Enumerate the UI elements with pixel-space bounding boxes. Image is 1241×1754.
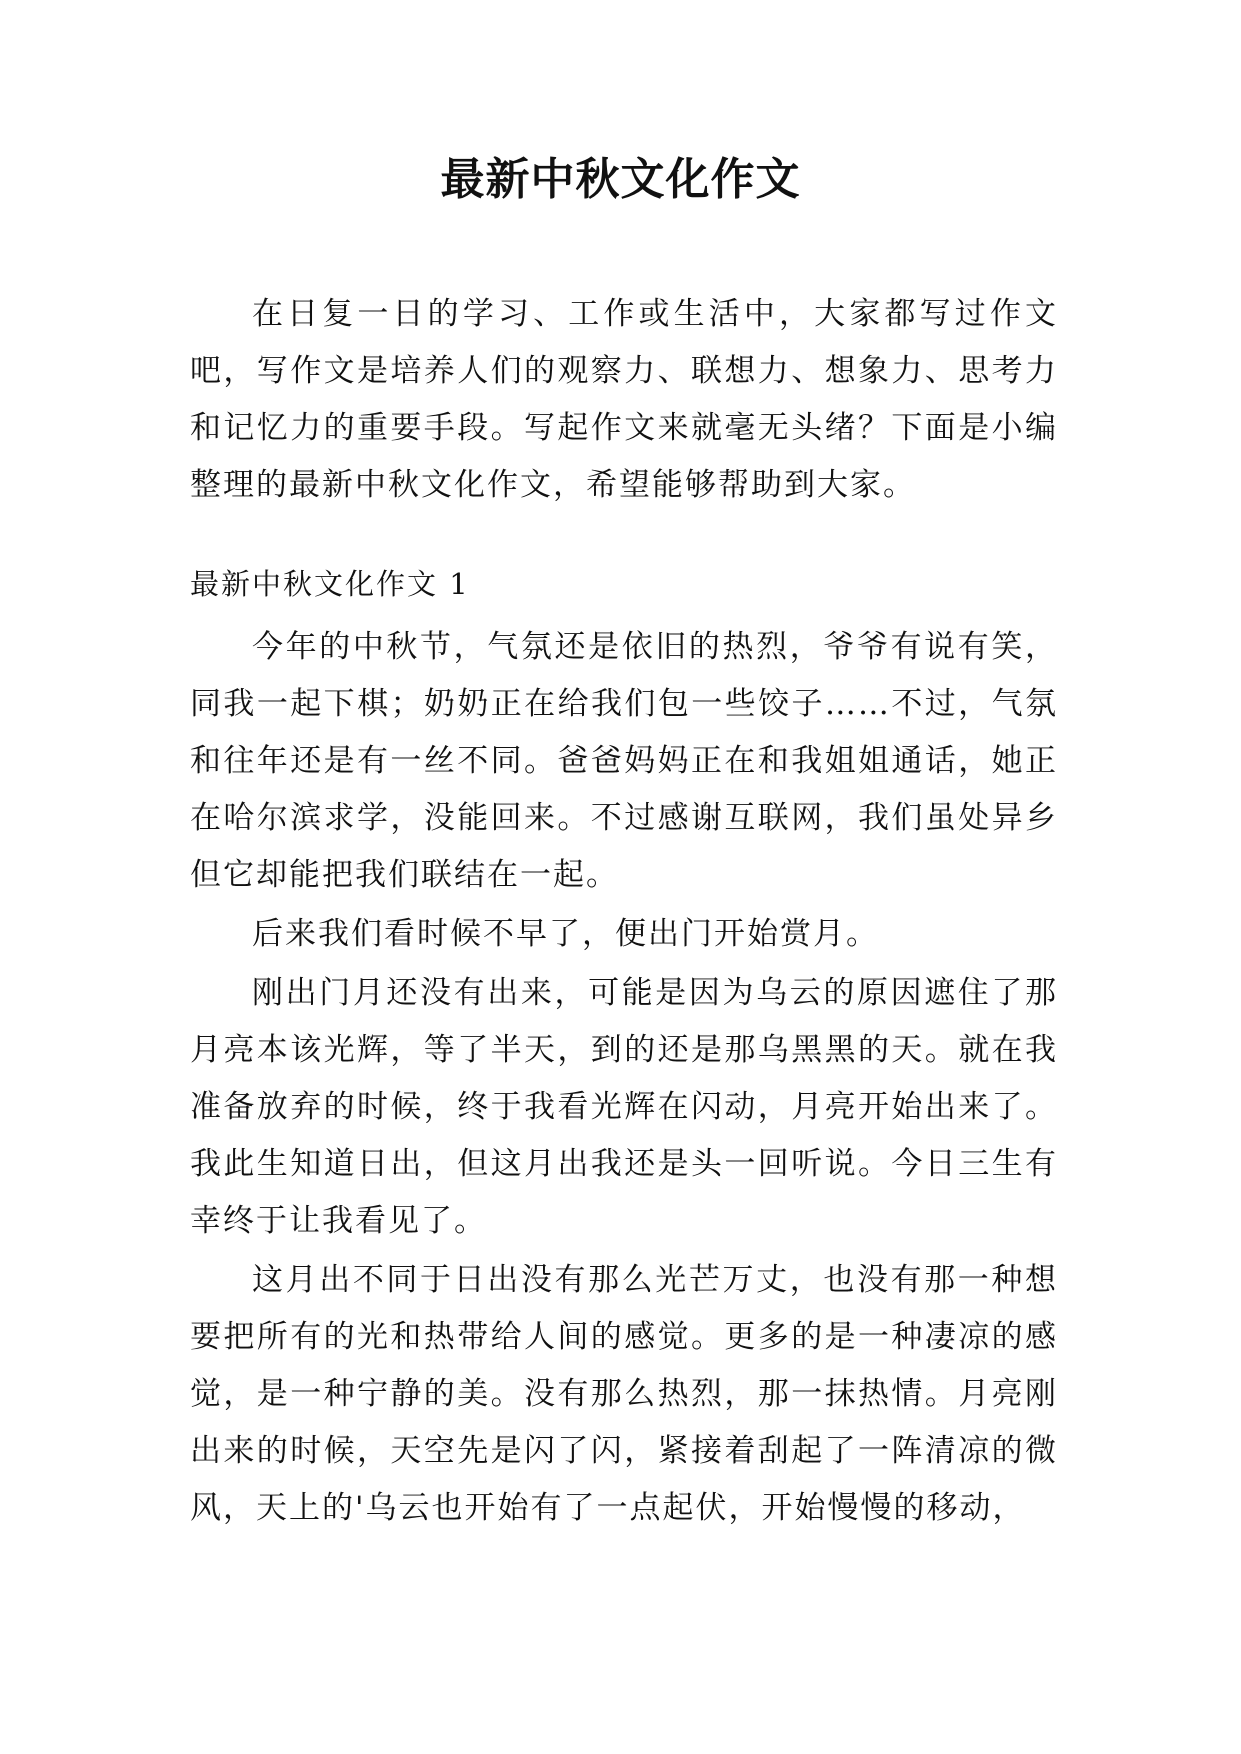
- body-paragraph-4: 这月出不同于日出没有那么光芒万丈，也没有那一种想要把所有的光和热带给人间的感觉。更多的是一种凄凉的感觉，是一种宁静的美。没有那么热烈，那一抹热情。月亮刚出来的时候，天空先是闪了闪，紧接着刮起了一阵清凉的微风，天上的'乌云也开始有了一点起伏，开始慢慢的移动，: [190, 1262, 1058, 1526]
- section-heading: 最新中秋文化作文 1: [190, 567, 470, 601]
- document-title: 最新中秋文化作文: [440, 154, 801, 205]
- body-paragraph-2: 后来我们看时候不早了，便出门开始赏月。: [252, 916, 879, 952]
- body-paragraph-1: 今年的中秋节，气氛还是依旧的热烈，爷爷有说有笑，同我一起下棋；奶奶正在给我们包一些饺子……不过，气氛和往年还是有一丝不同。爸爸妈妈正在和我姐姐通话，她正在哈尔滨求学，没能回来。不过感谢互联网，我们虽处异乡但它却能把我们联结在一起。: [190, 629, 1058, 893]
- document-body: [190, 286, 1058, 1537]
- intro-paragraph: 在日复一日的学习、工作或生活中，大家都写过作文吧，写作文是培养人们的观察力、联想力、想象力、思考力和记忆力的重要手段。写起作文来就毫无头绪？下面是小编整理的最新中秋文化作文，希望能够帮助到大家。: [190, 296, 1058, 503]
- body-paragraph-3: 刚出门月还没有出来，可能是因为乌云的原因遮住了那月亮本该光辉，等了半天，到的还是那乌黑黑的天。就在我准备放弃的时候，终于我看光辉在闪动，月亮开始出来了。我此生知道日出，但这月出我还是头一回听说。今日三生有幸终于让我看见了。: [190, 975, 1058, 1239]
